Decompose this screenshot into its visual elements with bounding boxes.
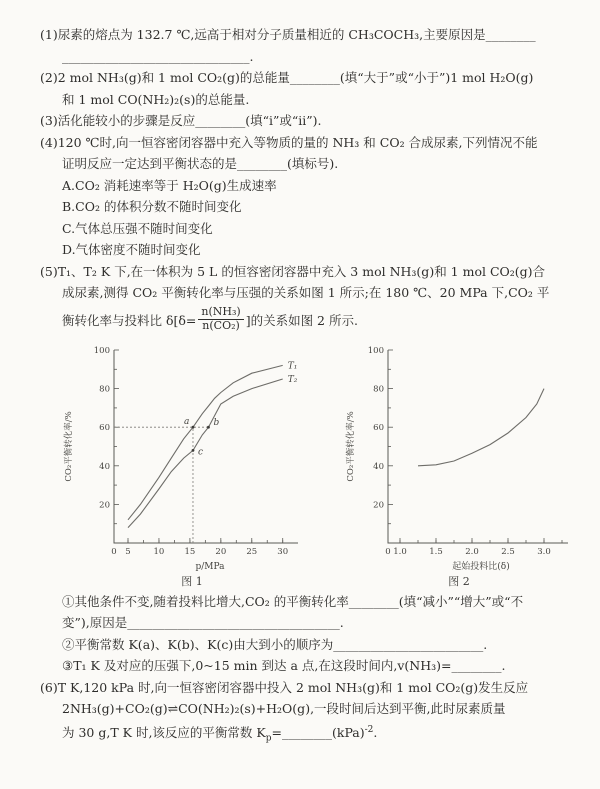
svg-text:80: 80 [99, 384, 110, 395]
svg-text:CO₂平衡转化率/%: CO₂平衡转化率/% [64, 410, 74, 482]
q6-line-2-equation: 2NH₃(g)+CO₂(g)⇌CO(NH₂)₂(s)+H₂O(g),一段时间后达到平衡,此时尿素质量 [62, 701, 506, 716]
svg-text:60: 60 [99, 422, 110, 433]
svg-text:15: 15 [184, 546, 196, 557]
svg-text:0: 0 [385, 546, 391, 557]
q1-line-1: (1)尿素的熔点为 132.7 ℃,远高于相对分子质量相近的 CH₃COCH₃,主要原因是________ [40, 27, 536, 42]
svg-text:T₁: T₁ [287, 360, 298, 371]
svg-text:1.5: 1.5 [429, 546, 443, 557]
figure-1 [58, 340, 326, 589]
svg-text:b: b [213, 417, 220, 428]
q6-kp-prefix: 为 30 g,T K 时,该反应的平衡常数 K [62, 724, 266, 740]
figure2-conversion-vs-feed-ratio-chart [340, 340, 578, 573]
q5-line-2: 成尿素,测得 CO₂ 平衡转化率与压强的关系如图 1 所示;在 180 ℃、20 MPa 下,CO₂ 平 [62, 285, 550, 300]
svg-text:40: 40 [373, 461, 384, 472]
q5-sub3-line: ③T₁ K 及对应的压强下,0~15 min 到达 a 点,在这段时间内,v(NH₃)=________. [62, 658, 506, 673]
q5-formula-prefix: 衡转化率与投料比 δ[δ= [62, 312, 197, 328]
fraction-numerator: n(NH₃) [198, 306, 243, 320]
svg-text:20: 20 [99, 499, 110, 510]
q5-formula-suffix: ]的关系如图 2 所示. [245, 312, 358, 328]
svg-text:0: 0 [111, 546, 117, 557]
q6-line-3 [40, 720, 572, 750]
q4-line-1: (4)120 ℃时,向一恒容密闭容器中充入等物质的量的 NH₃ 和 CO₂ 合成尿素,下列情况不能 [40, 134, 538, 150]
svg-text:2.0: 2.0 [465, 546, 479, 557]
q4-option-c: C.气体总压强不随时间变化 [62, 220, 213, 236]
q1-line-2-blank: ______________________________. [62, 48, 254, 64]
svg-text:20: 20 [373, 499, 384, 510]
svg-text:100: 100 [93, 345, 110, 356]
kp-subscript: p [265, 733, 272, 744]
q2-line-1: (2)2 mol NH₃(g)和 1 mol CO₂(g)的总能量________(填“大于”或“小于”)1 mol H₂O(g) [40, 70, 534, 85]
svg-text:a: a [183, 416, 190, 427]
q4-option-d: D.气体密度不随时间变化 [62, 242, 201, 257]
svg-text:2.5: 2.5 [501, 546, 515, 557]
q5-line-1: (5)T₁、T₂ K 下,在一体积为 5 L 的恒容密闭容器中充入 3 mol NH₃(g)和 1 mol CO₂(g)合 [40, 263, 546, 279]
svg-text:20: 20 [215, 546, 227, 557]
svg-text:30: 30 [277, 546, 289, 557]
q5-sub1-line-1: ①其他条件不变,随着投料比增大,CO₂ 的平衡转化率________(填“减小”“增大”或“不 [62, 593, 524, 609]
q4-line-2: 证明反应一定达到平衡状态的是________(填标号). [62, 156, 339, 171]
svg-text:CO₂平衡转化率/%: CO₂平衡转化率/% [346, 410, 356, 482]
figure2-caption: 图 2 [448, 574, 470, 588]
q6-period: . [373, 724, 378, 740]
kpa-exponent: -2 [364, 724, 374, 735]
svg-text:10: 10 [153, 546, 165, 557]
q5-line-3-formula [40, 304, 572, 336]
fraction-denominator: n(CO₂) [202, 319, 240, 332]
svg-text:40: 40 [99, 461, 110, 472]
svg-text:1.0: 1.0 [393, 546, 407, 557]
svg-text:5: 5 [125, 546, 131, 557]
svg-text:起始投料比(δ): 起始投料比(δ) [452, 561, 510, 572]
q2-line-2: 和 1 mol CO(NH₂)₂(s)的总能量. [62, 91, 250, 107]
q6-kp-blank: =________(kPa) [271, 724, 365, 740]
figure1-conversion-vs-pressure-chart [58, 340, 326, 573]
q4-option-b: B.CO₂ 的体积分数不随时间变化 [62, 199, 242, 214]
q5-sub1-line-2: 变”),原因是__________________________________. [62, 615, 344, 630]
figures-row [58, 340, 572, 589]
svg-text:3.0: 3.0 [537, 546, 551, 557]
svg-text:c: c [197, 446, 204, 457]
svg-text:60: 60 [373, 422, 384, 433]
q5-sub2-line: ②平衡常数 K(a)、K(b)、K(c)由大到小的顺序为________________________. [62, 636, 488, 652]
svg-text:80: 80 [373, 384, 384, 395]
figure1-caption: 图 1 [181, 574, 203, 588]
mole-ratio-fraction [198, 306, 243, 332]
svg-text:25: 25 [246, 546, 258, 557]
svg-text:p/MPa: p/MPa [195, 561, 225, 572]
q3-line-1: (3)活化能较小的步骤是反应________(填“ⅰ”或“ⅱ”). [40, 113, 322, 128]
q4-option-a: A.CO₂ 消耗速率等于 H₂O(g)生成速率 [62, 177, 277, 193]
svg-text:100: 100 [367, 345, 384, 356]
figure-2 [340, 340, 578, 589]
svg-text:T₂: T₂ [287, 374, 298, 385]
q6-line-1: (6)T K,120 kPa 时,向一恒容密闭容器中投入 2 mol NH₃(g)和 1 mol CO₂(g)发生反应 [40, 679, 529, 695]
